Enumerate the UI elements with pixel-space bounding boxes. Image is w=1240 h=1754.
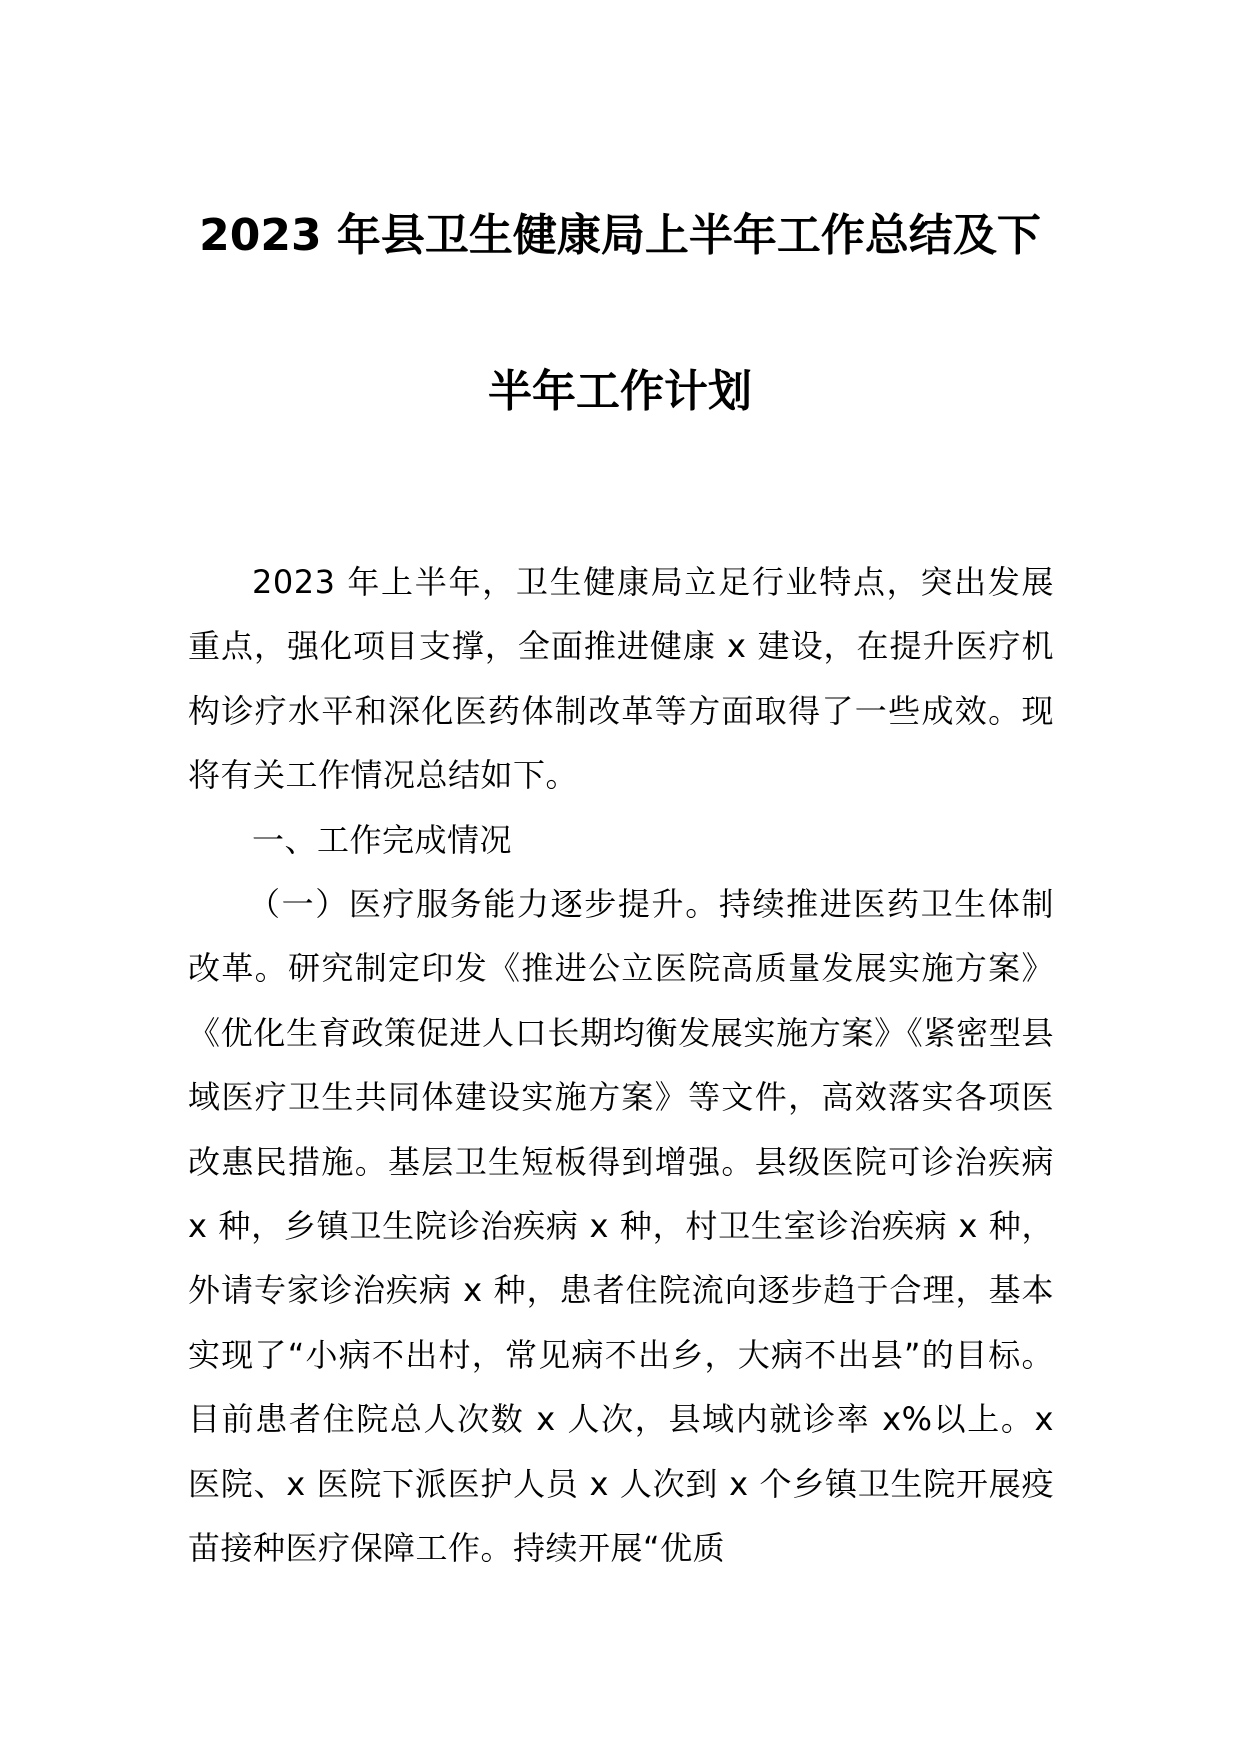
document-body (188, 550, 1054, 1581)
document-title-line-2: 半年工作计划 (488, 366, 752, 417)
document-title-line-1: 2023 年县卫生健康局上半年工作总结及下 (199, 210, 1041, 261)
body-paragraph: （一）医疗服务能力逐步提升。持续推进医药卫生体制改革。研究制定印发《推进公立医院高质量发展实施方案》《优化生育政策促进人口长期均衡发展实施方案》《紧密型县域医疗卫生共同体建设实施方案》等文件，高效落实各项医改惠民措施。基层卫生短板得到增强。县级医院可诊治疾病 x 种，乡镇卫生院诊治疾病 x 种，村卫生室诊治疾病 x 种，外请专家诊治疾病 x 种，患者住院流向逐步趋于合理，基本实现了“小病不出村，常见病不出乡，大病不出县”的目标。目前患者住院总人次数 x 人次，县域内就诊率 x%以上。x 医院、x 医院下派医护人员 x 人次到 x 个乡镇卫生院开展疫苗接种医疗保障工作。持续开展“优质 (188, 885, 1054, 1568)
intro-paragraph: 2023 年上半年，卫生健康局立足行业特点，突出发展重点，强化项目支撑，全面推进健康 x 建设，在提升医疗机构诊疗水平和深化医药体制改革等方面取得了一些成效。现将有关工作情况总结如下。 (188, 563, 1054, 795)
section-heading: 一、工作完成情况 (252, 820, 513, 859)
